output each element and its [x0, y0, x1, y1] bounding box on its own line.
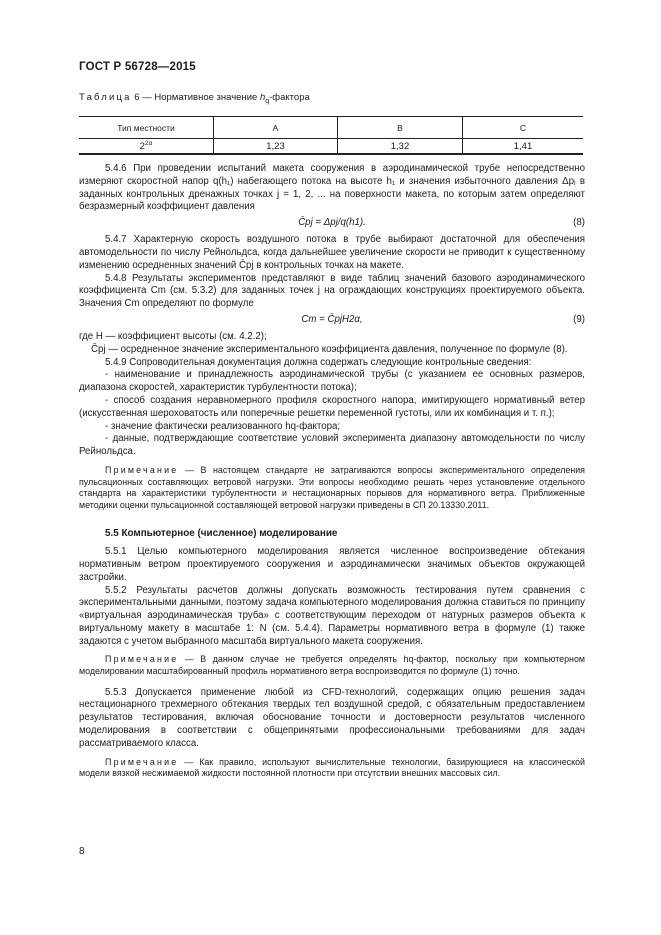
value-b: 1,32 — [338, 139, 463, 155]
paragraph-5-4-7: 5.4.7 Характерную скорость воздушного потока в трубе выбирают достаточной для обеспечения автомодельности по числу Рейнольдса, когда дальнейшее увеличение скорости не приводит к существенному изменению осредненных значений C̄pj в контрольных точках на макете. — [79, 234, 585, 271]
note-3-text: — Как правило, используют вычислительные технологии, базирующиеся на классической модели вязкой несжимаемой жидкости постоянной плотности при отсутствии внешних массовых сил. — [79, 756, 585, 779]
formula-8-number: (8) — [573, 217, 585, 229]
col-c: C — [463, 117, 584, 139]
value-a: 1,23 — [214, 139, 338, 155]
note-1-text: — В настоящем стандарте не затрагиваются вопросы экспериментального определения пульсационных составляющих ветровой нагрузки. Эти вопросы необходимо решать через установление отдельного стандарта на характеристики турбулентности и нестационарных порывов для нормативного ветра. Приближенные методики оценки пульсационной составляющей ветровой нагрузки приведены в СП 20.13330.2011. — [79, 464, 585, 510]
formula-9-number: (9) — [573, 313, 585, 325]
paragraph-5-5-1: 5.5.1 Целью компьютерного моделирования является численное воспроизведение обтекания нормативным ветром проектируемого сооружения и аэродинамически значимых объектов окружающей застройки. — [79, 546, 585, 583]
terrain-table — [79, 116, 583, 155]
paragraph-5-4-9: 5.4.9 Сопроводительная документация должна содержать следующие контрольные сведения: — [105, 356, 532, 368]
note-2 — [79, 654, 585, 677]
row-label-sup: 2α — [144, 139, 153, 147]
table-row — [79, 139, 583, 155]
list-item: - способ создания неравномерного профиля скоростного напора, имитирующего нормативный ветер (искусственная шероховатость или поперечные решетки переменной густоты, или их комбинация и т. п.); — [79, 394, 585, 419]
paragraph-5-5-2: 5.5.2 Результаты расчетов должны допускать возможность тестирования путем сравнения с экспериментальными данными, поэтому задача компьютерного моделирования должна ставиться по принципу «виртуальная аэродинамическая труба» с соответствующим переходом от натурных размеров объекта к виртуальному макету в масштабе 1: N (см. 5.4.4). Параметры нормативного ветра в формуле (1) также задаются с учетом выбранного масштаба виртуального макета сооружения. — [79, 584, 585, 647]
col-b: B — [338, 117, 463, 139]
note-3 — [79, 757, 585, 780]
table-caption-pre: 6 — Нормативное значение — [131, 92, 260, 103]
table-caption-h: h — [259, 92, 266, 103]
note-1 — [79, 465, 585, 511]
paragraph-5-5-3: 5.5.3 Допускается применение любой из CFD-технологий, содержащих опцию решения задач нестационарного трехмерного обтекания твердых тел воздушной средой, с обязательным предоставлением результатов тестирования, включая обоснование точности и достоверности результатов численного моделирования в соответствии с общепринятыми профессиональными требованиями для задач рассматриваемого класса. — [79, 686, 585, 749]
paragraph-5-4-8: 5.4.8 Результаты экспериментов представляют в виде таблиц значений базового аэродинамического коэффициента Cm (см. 5.3.2) для заданных точек j на ограждающих конструкциях проектируемого объекта. Значения Cm определяют по формуле — [79, 272, 585, 310]
note-word: Примечание — [105, 464, 179, 475]
formula-8-expression: C̄pj = Δpj/q(h1). — [298, 217, 366, 229]
formula-8 — [79, 214, 585, 234]
paragraph-5-4-6: 5.4.6 При проведении испытаний макета сооружения в аэродинамической трубе непосредственно измеряют скоростной напор q(h₁) набегающего потока на высоте h₁ и значения избыточного давления Δpⱼ в заданных контрольных дренажных точках j = 1, 2, ... на поверхности макета, по которым затем определяют безразмерный коэффициент давления — [79, 163, 585, 213]
note-2-text: — В данном случае не требуется определять hq-фактор, поскольку при компьютерном моделировании масштабированный профиль нормативного ветра воспроизводится по формуле (1) точно. — [79, 654, 585, 677]
section-title-5-5: 5.5 Компьютерное (численное) моделирование — [105, 528, 338, 540]
formula-9 — [79, 311, 585, 331]
table-caption-post: -фактора — [269, 92, 310, 103]
formula-9-expression: Cm = C̄pjH2α, — [301, 313, 363, 325]
table-caption — [79, 92, 310, 105]
where-line-1: где H — коэффициент высоты (см. 4.2.2); — [79, 330, 267, 342]
list-item: - данные, подтверждающие соответствие условий эксперимента диапазону автомодельности по числу Рейнольдса. — [79, 433, 585, 458]
col-a: A — [214, 117, 338, 139]
page-number: 8 — [79, 846, 85, 857]
row-label — [79, 139, 214, 155]
note-word: Примечание — [105, 756, 179, 767]
note-word: Примечание — [105, 654, 179, 665]
where-line-2: C̄pj — осредненное значение экспериментального коэффициента давления, полученное по формуле (8). — [91, 343, 568, 355]
table-header-row — [79, 117, 583, 139]
list-item: - значение фактически реализованного hq-фактора; — [105, 420, 341, 432]
col-terrain-type: Тип местности — [79, 117, 214, 139]
document-code: ГОСТ Р 56728—2015 — [79, 61, 196, 73]
body-text — [79, 163, 585, 780]
table-caption-sub: q — [265, 97, 270, 105]
list-item: - наименование и принадлежность аэродинамической трубы (с указанием ее основных размеров, диапазона скоростей, характеристик турбулентности потока); — [79, 369, 585, 394]
table-caption-word: Таблица — [79, 92, 132, 103]
value-c: 1,41 — [463, 139, 584, 155]
row-label-base: 2 — [139, 141, 145, 153]
